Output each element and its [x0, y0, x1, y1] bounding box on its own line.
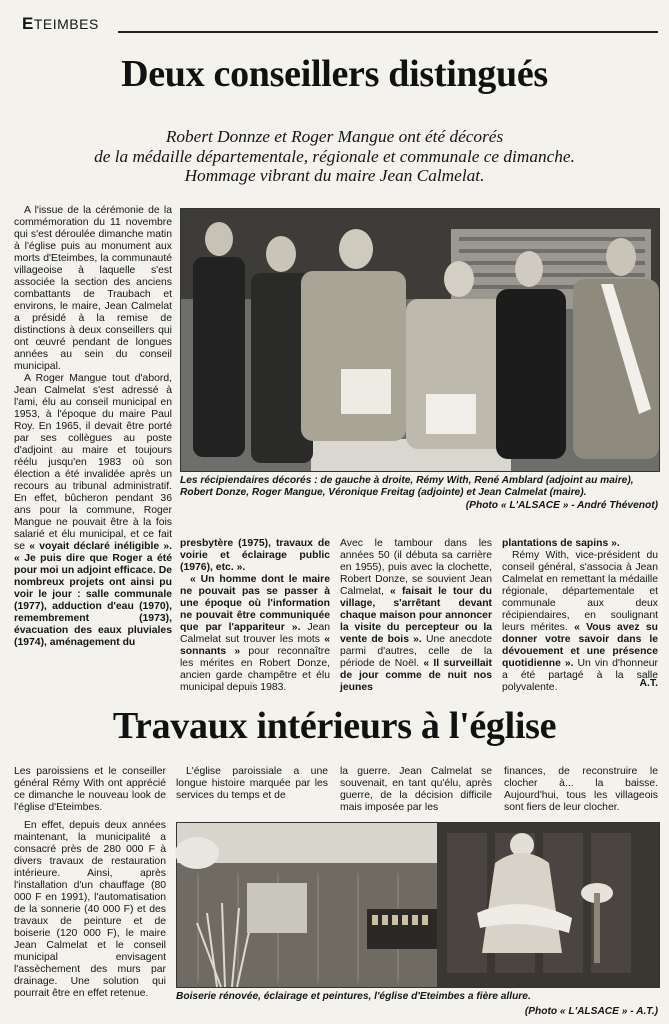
- article2-col1-p1: Les paroissiens et le conseiller général Rémy With ont apprécié ce dimanche le nouveau look de l'église d'Eteimbes.: [14, 766, 166, 813]
- article2-col1: [14, 766, 166, 1016]
- article1-col4-p2: Rémy With, vice-président du conseil général, s'associa à Jean Calmelat en remettant la médaille régionale, départementale et communale aux deux récipiendaires, en soulignant leurs mérites. « Vous avez su donner votre savoir dans le dévouement et une présence quotidienne ». Un vin d'honneur a été partagé à la salle polyvalente.: [502, 550, 659, 693]
- article2-photo: [176, 822, 660, 988]
- section-name: TEIMBES: [33, 16, 99, 32]
- chapo-line-1: Robert Donnze et Roger Mangue ont été décorés: [165, 127, 504, 146]
- article2-photo-caption: Boiserie rénovée, éclairage et peintures, l'église d'Eteimbes a fière allure.: [176, 991, 531, 1002]
- chapo-line-2: de la médaille départementale, régionale et communale ce dimanche.: [94, 146, 575, 166]
- article2-col4-p1: finances, de reconstruire le clocher à... la baisse. Aujourd'hui, tous les villageois sont fiers de leur clocher.: [504, 766, 658, 813]
- article1-photo-caption: Les récipiendaires décorés : de gauche à droite, Rémy With, René Amblard (adjoint au maire), Robert Donze, Roger Mangue, Véronique Freitag (adjointe) et Jean Calmelat (maire).: [180, 475, 634, 498]
- article2-col4: [504, 766, 658, 818]
- article2-col2: [176, 766, 328, 818]
- article2-title: Travaux intérieurs à l'église: [112, 705, 557, 747]
- article1-col3-p1: Avec le tambour dans les années 50 (il débuta sa carrière en 1955), puis avec la clochette, Robert Donze, se souvient Jean Calmelat, « faisait le tour du village, s'arrêtant devant chaque maison pour annoncer la visite du percepteur ou la vente de bois ». Une anecdote parmi d'autres, celle de la période de Noël. « Il surveillait de jour comme de nuit nos jeunes: [340, 538, 493, 693]
- article2-photo-credit: (Photo « L'ALSACE » - A.T.): [524, 1006, 658, 1017]
- article2-col1-p2: En effet, depuis deux années maintenant, la municipalité a consacré près de 280 000 F à divers travaux de restauration intérieure. Ainsi, après l'installation d'un chauffage (80 000 F en 1991), l'automatisation de la sonnerie (40 000 F) et des travaux de peinture et de boiserie (120 000 F), le maire Jean Calmelat et le conseil municipal envisagent l'assèchement des murs par drainage. Une solution qui pourrait être en effet retenue.: [14, 820, 166, 999]
- church-interior-illustration: [177, 823, 659, 987]
- article1-col2-p2: « Un homme dont le maire ne pouvait pas se passer à une époque où l'information ne pouvait être communiquée que par l'appariteur ». Jean Calmelat sut trouver les mots « sonnants » pour reconnaître les mérites en Robert Donze, ancien garde champêtre et élu municipal depuis 1983.: [180, 574, 331, 693]
- article2-col3: [340, 766, 492, 818]
- article1-col3: [340, 538, 493, 693]
- article1-photo: [180, 208, 660, 472]
- article2-col3-p1: la guerre. Jean Calmelat se souvenait, en tant qu'élu, après guerre, de la décision difficile mais imposée par les: [340, 766, 492, 813]
- article1-chapo: [0, 127, 669, 186]
- article2-col2-p1: L'église paroissiale a une longue histoire marquée par les services du temps et de: [176, 766, 328, 801]
- article1-col4: [502, 538, 659, 693]
- article1-col1-p2: A Roger Mangue tout d'abord, Jean Calmelat s'est adressé à l'ami, élu au conseil municipal en 1953, à l'époque du maire Paul Roy. En 1965, il devait être porté par ses collègues au poste d'adjoint au maire et toujours réélu jusqu'en 1983 où son élection a été invalidée après un recours au tribunal administratif. En effet, bûcheron pendant 36 ans pour la commune, Roger Mangue ne pouvait être à la fois salarié et élu municipal, et ce fait se « voyait déclaré inéligible ». « Je puis dire que Roger a été pour moi un adjoint efficace. De nombreux projets ont ainsi pu voir le jour : salle communale (1977), adduction d'eau (1970), remembrement (1973), évacuation des eaux pluviales (1974), aménagement du: [14, 373, 173, 648]
- article1-col1: [14, 205, 172, 688]
- article1-col2-p1: presbytère (1975), travaux de voirie et éclairage public (1976), etc. ».: [180, 538, 330, 573]
- top-rule: [118, 31, 658, 33]
- article1-signature: A.T.: [639, 678, 658, 689]
- article1-photo-credit: (Photo « L'ALSACE » - André Thévenot): [465, 500, 658, 511]
- article1-col1-p1: A l'issue de la cérémonie de la commémoration du 11 novembre qui s'est déroulée dimanche matin à l'église puis au monument aux morts d'Eteimbes, la communauté villageoise à laquelle s'est associée la section des anciens combattants de Traubach et environs, le maire, Jean Calmelat a présidé à la remise de distinctions à deux conseillers qui ont œuvré pendant de longues années au sein du conseil municipal.: [14, 205, 172, 372]
- article1-col4-p1: plantations de sapins ».: [502, 538, 620, 549]
- section-tag: [22, 14, 99, 34]
- section-initial: E: [22, 14, 34, 33]
- ceremony-photo-illustration: [181, 209, 659, 471]
- chapo-line-3: Hommage vibrant du maire Jean Calmelat.: [184, 166, 485, 185]
- article1-col2: [180, 538, 331, 693]
- article1-title: Deux conseillers distingués: [121, 53, 548, 95]
